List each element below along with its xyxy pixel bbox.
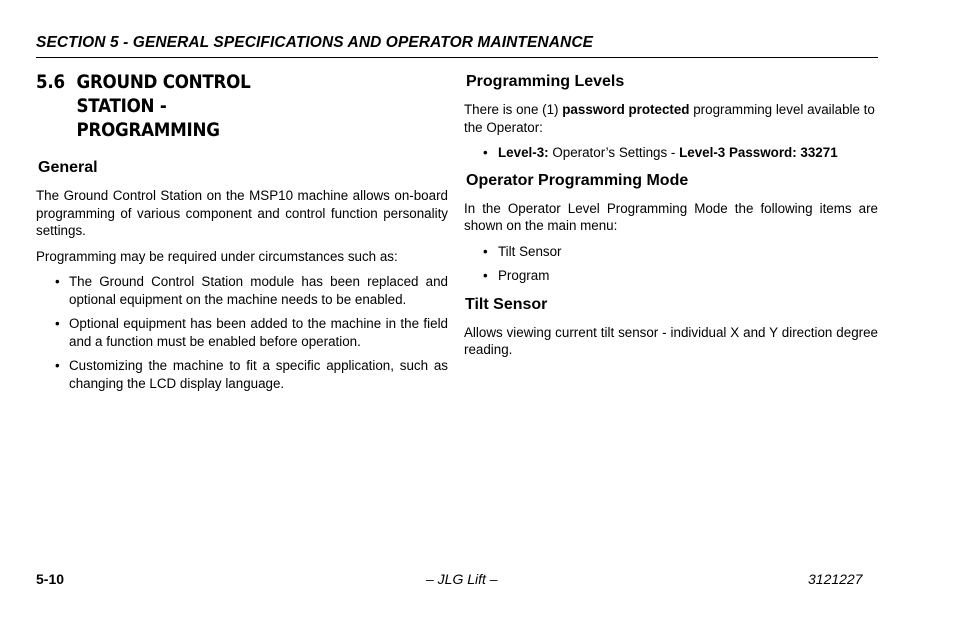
list-item: • Program <box>483 268 550 283</box>
publisher-name: – JLG Lift – <box>426 571 498 587</box>
general-paragraph-2: Programming may be required under circumstances such as: <box>36 248 398 264</box>
programming-levels-paragraph: There is one (1) password protected programming level available to the Operator: <box>464 102 875 135</box>
operator-mode-heading: Operator Programming Mode <box>466 171 689 189</box>
tilt-sensor-paragraph: Allows viewing current tilt sensor - individual X and Y direction degree reading. <box>464 324 878 357</box>
operator-mode-paragraph: In the Operator Level Programming Mode the following items are shown on the main menu: <box>464 200 878 233</box>
general-paragraph-1: The Ground Control Station on the MSP10 machine allows on-board programming of various component and control function personality settings. <box>36 188 448 238</box>
list-item: • Level-3: Operator’s Settings - Level-3 Password: 33271 <box>483 145 838 160</box>
levels-list <box>464 144 878 162</box>
general-heading: General <box>38 159 98 176</box>
list-item: • Tilt Sensor <box>483 243 562 259</box>
section-number: 5.6 <box>36 71 65 93</box>
list-item: • The Ground Control Station module has been replaced and optional equipment on the machine needs to be enabled. <box>55 274 448 307</box>
programming-levels-heading: Programming Levels <box>466 73 625 90</box>
right-column <box>464 70 878 359</box>
page-number: 5-10 <box>36 571 65 587</box>
section-heading <box>36 70 450 142</box>
list-item: • Customizing the machine to fit a specific application, such as changing the LCD display language. <box>55 358 448 391</box>
circumstances-list <box>36 273 448 392</box>
left-column <box>36 70 448 392</box>
section-header: SECTION 5 - GENERAL SPECIFICATIONS AND OPERATOR MAINTENANCE <box>36 34 878 58</box>
list-item: • Optional equipment has been added to the machine in the field and a function must be enabled before operation. <box>55 316 448 349</box>
main-menu-list <box>464 243 878 285</box>
document-number: 3121227 <box>808 571 863 587</box>
tilt-sensor-heading: Tilt Sensor <box>465 295 548 313</box>
section-title: GROUND CONTROL STATION - PROGRAMMING <box>76 71 251 141</box>
